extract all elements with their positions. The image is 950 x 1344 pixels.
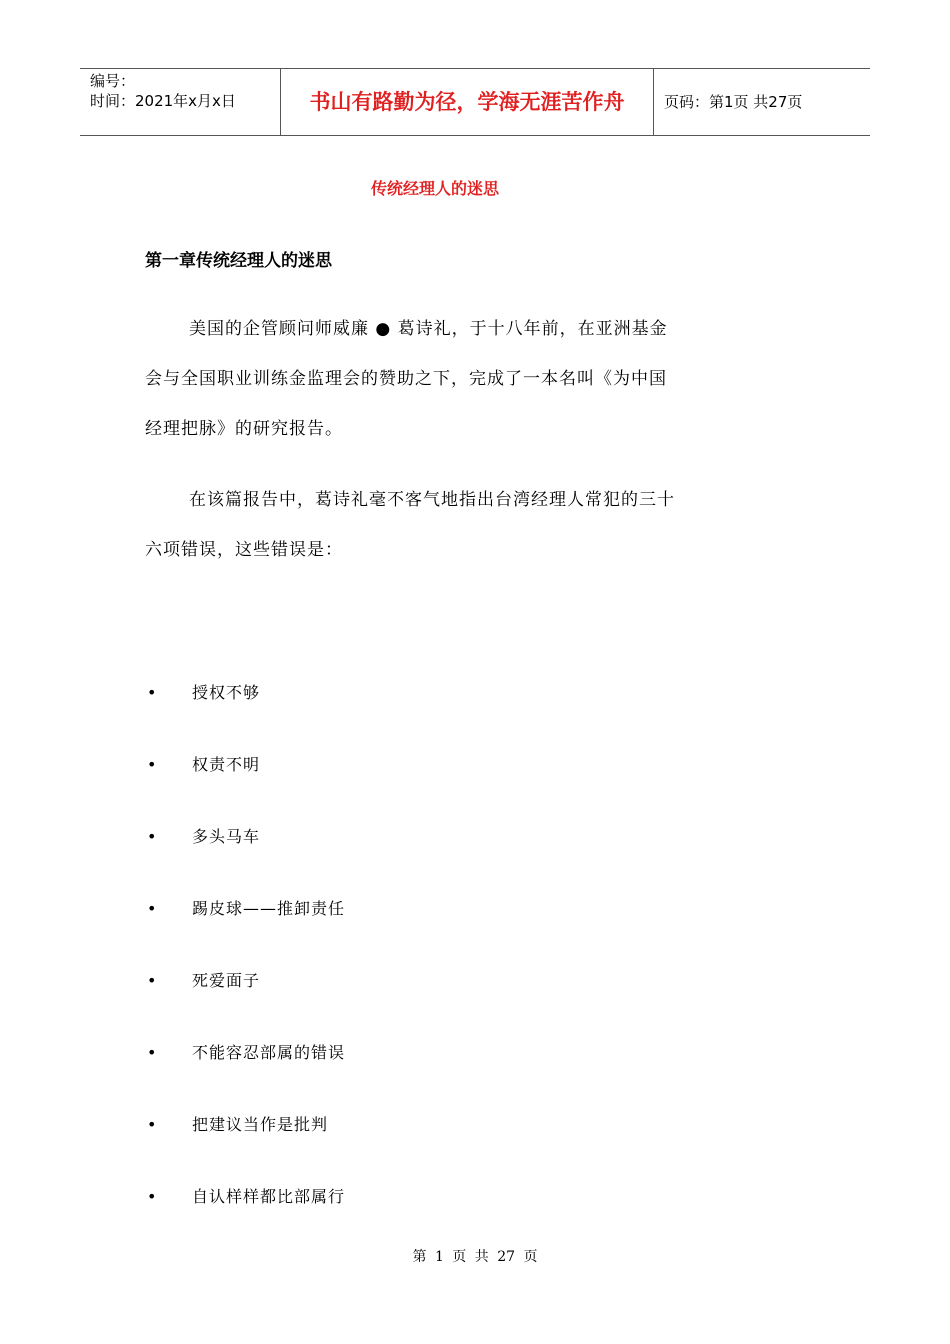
list-item xyxy=(145,822,745,894)
paragraph-line: 六项错误，这些错误是： xyxy=(145,540,343,560)
bullet-icon: • xyxy=(147,1187,158,1206)
list-item-text: 死爱面子 xyxy=(192,971,261,990)
list-item xyxy=(145,1182,745,1254)
list-item xyxy=(145,966,745,1038)
bullet-icon: • xyxy=(147,1115,158,1134)
paragraph-line: 美国的企管顾问师威廉 ● 葛诗礼，于十八年前，在亚洲基金 xyxy=(189,319,668,339)
paragraph-line: 在该篇报告中，葛诗礼毫不客气地指出台湾经理人常犯的三十 xyxy=(189,490,675,510)
chapter-heading: 第一章传统经理人的迷思 xyxy=(145,251,332,271)
paragraph-2 xyxy=(145,485,805,585)
list-item xyxy=(145,750,745,822)
document-title: 传统经理人的迷思 xyxy=(370,179,499,198)
page-footer: 第 1 页 共 27 页 xyxy=(412,1249,538,1265)
list-item-text: 权责不明 xyxy=(192,755,261,774)
list-item xyxy=(145,1038,745,1110)
error-list xyxy=(145,678,745,1254)
bullet-icon: • xyxy=(147,899,158,918)
bullet-icon: • xyxy=(147,755,158,774)
header-motto: 书山有路勤为径，学海无涯苦作舟 xyxy=(281,69,654,135)
header-info-cell xyxy=(80,69,281,135)
list-item-text: 多头马车 xyxy=(192,827,261,846)
list-item-text: 自认样样都比部属行 xyxy=(192,1187,346,1206)
list-item-text: 踢皮球——推卸责任 xyxy=(192,899,346,918)
bullet-icon: • xyxy=(147,683,158,702)
header-page-info: 页码：第1页 共27页 xyxy=(664,93,803,111)
list-item-text: 把建议当作是批判 xyxy=(192,1115,329,1134)
list-item-text: 不能容忍部属的错误 xyxy=(192,1043,346,1062)
bullet-icon: • xyxy=(147,827,158,846)
paragraph-1 xyxy=(145,314,805,464)
paragraph-line: 经理把脉》的研究报告。 xyxy=(145,419,343,439)
list-item-text: 授权不够 xyxy=(192,683,261,702)
bullet-icon: • xyxy=(147,1043,158,1062)
date-label: 时间：2021年x月x日 xyxy=(90,92,236,110)
header-table xyxy=(80,68,870,136)
bullet-icon: • xyxy=(147,971,158,990)
number-label: 编号： xyxy=(90,72,136,90)
list-item xyxy=(145,678,745,750)
list-item xyxy=(145,1110,745,1182)
paragraph-line: 会与全国职业训练金监理会的赞助之下，完成了一本名叫《为中国 xyxy=(145,369,667,389)
list-item xyxy=(145,894,745,966)
